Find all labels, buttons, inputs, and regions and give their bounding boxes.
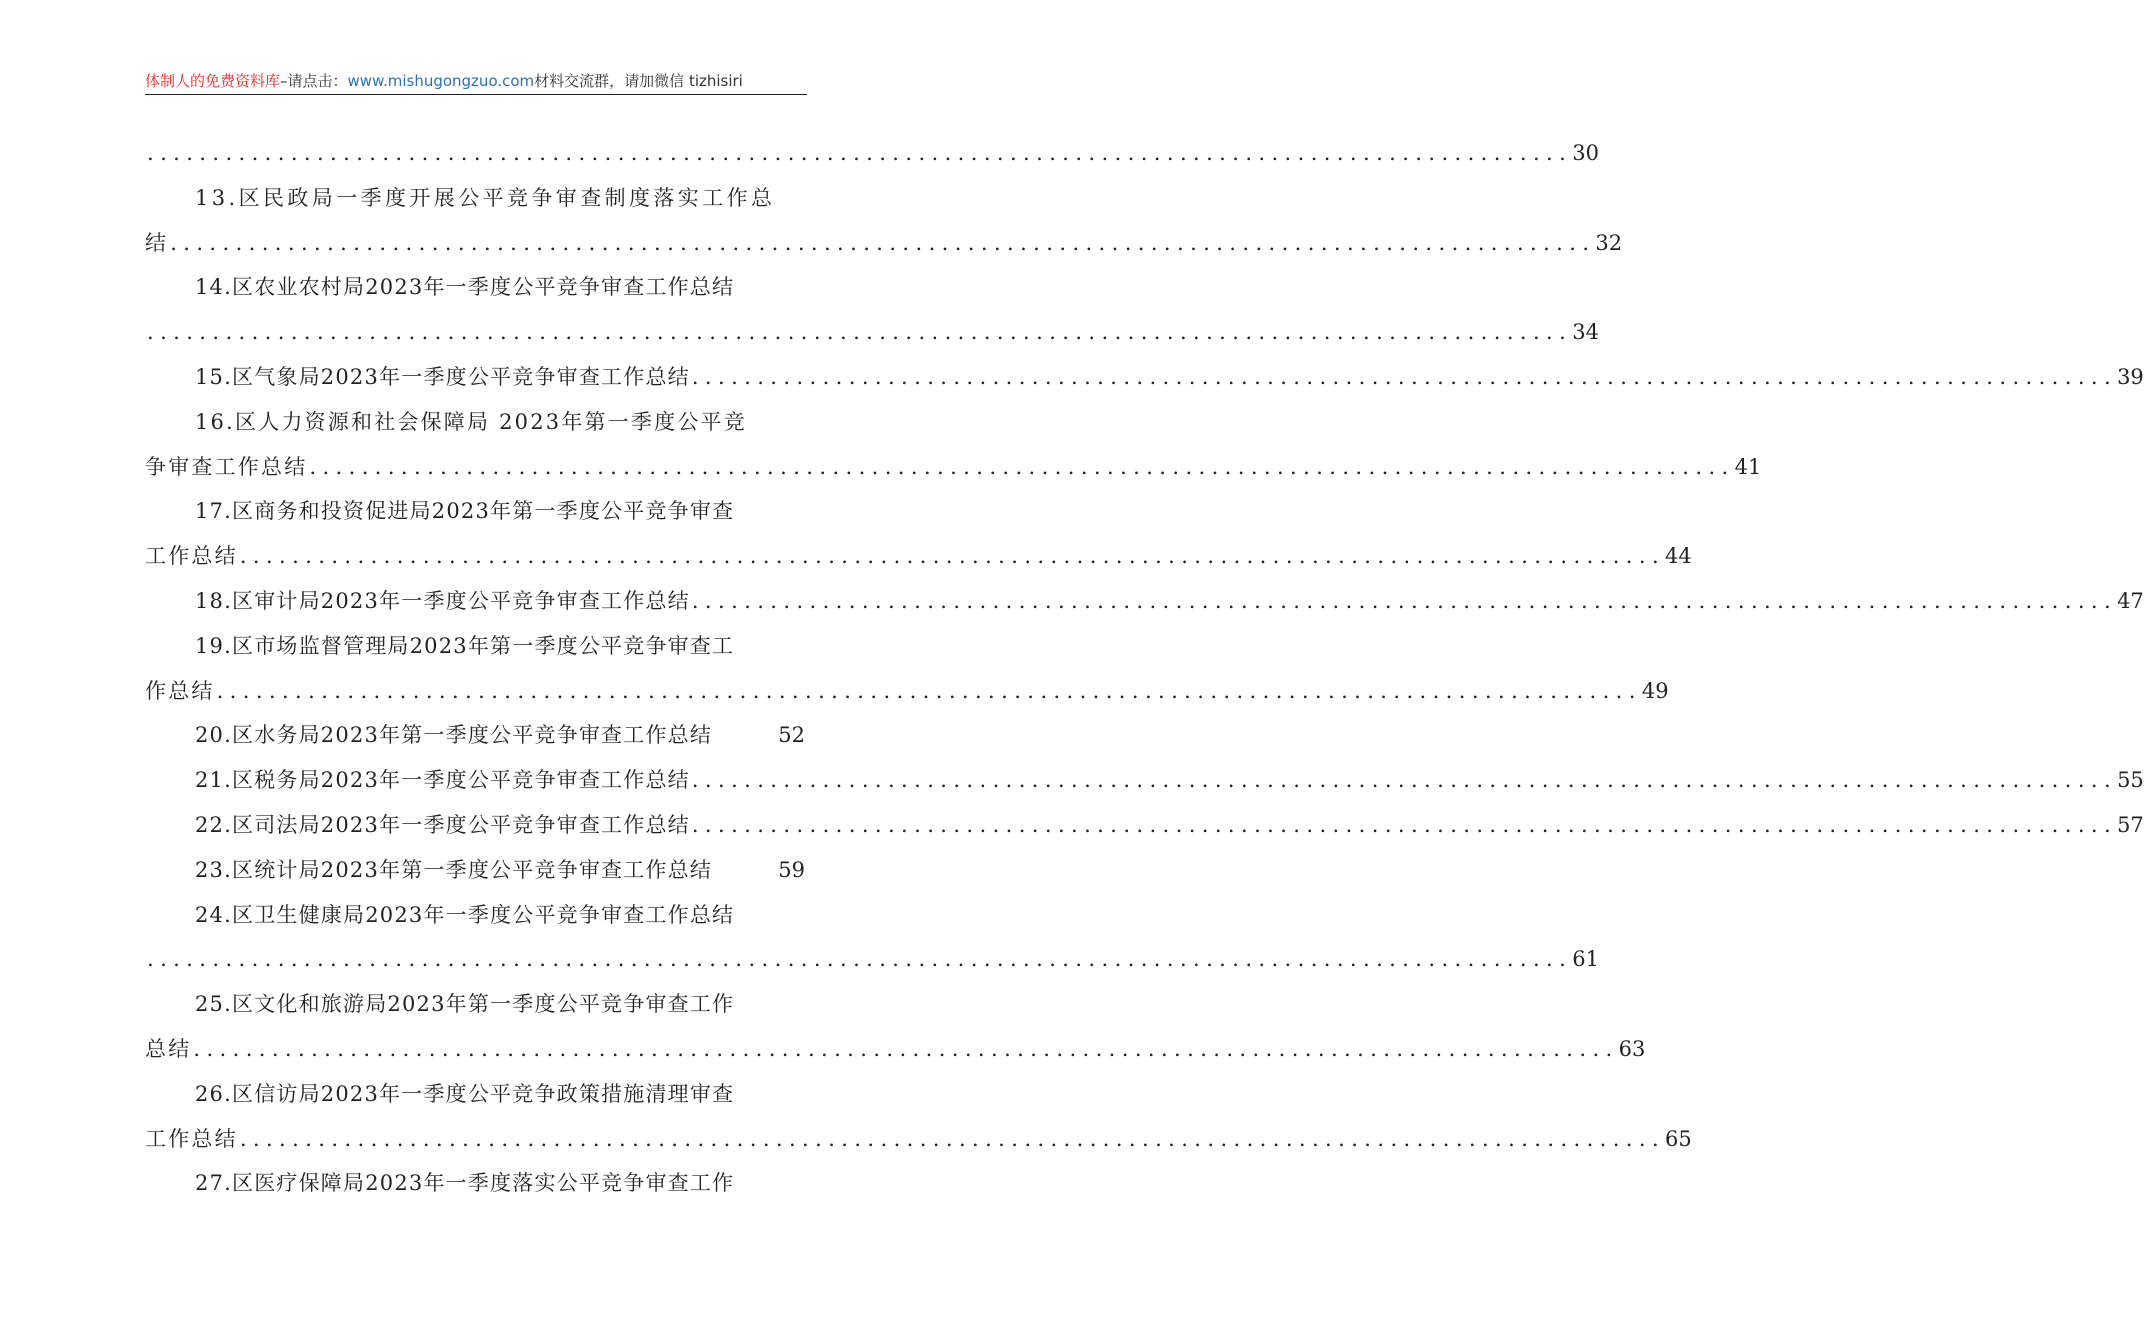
toc-entry-title: 22.区司法局2023年一季度公平竞争审查工作总结 [195,812,690,837]
toc-line[interactable] [145,893,805,938]
dot-leader: ............................................................................................................. [216,678,1642,703]
page-number: 59 [778,857,805,882]
toc-entry-title: 13.区民政局一季度开展公平竞争审查制度落实工作总 [195,185,776,210]
page-number: 41 [1734,454,1762,479]
toc-entry-title: 25.区文化和旅游局2023年第一季度公平竞争审查工作 [195,992,735,1017]
dot-leader: ............................................................................................................. [147,320,1573,345]
toc-entry-title: 27.区医疗保障局2023年一季度落实公平竞争审查工作 [195,1171,735,1196]
dot-leader: ............................................................................................................. [147,947,1573,972]
header-tail: 材料交流群，请加微信 tizhisiri [534,72,743,90]
toc-line[interactable] [145,489,805,534]
dot-leader: ............................................................................................................. [309,454,1735,479]
page-number: 34 [1572,320,1599,345]
toc-line[interactable] [145,265,805,310]
toc-line[interactable] [145,579,2144,624]
toc-entry-continuation: 结 [145,230,169,255]
page-number: 32 [1595,230,1623,255]
dot-leader: ............................................................................................................. [193,1036,1619,1061]
toc-line[interactable] [145,713,805,758]
toc-line[interactable] [145,400,805,445]
toc-line[interactable] [145,176,805,221]
toc-line[interactable] [145,1117,1692,1162]
toc-entry-title: 14.区农业农村局2023年一季度公平竞争审查工作总结 [195,275,735,300]
toc-line[interactable] [145,1072,805,1117]
dot-leader: ............................................................................................................. [170,230,1596,255]
toc-entry-title: 23.区统计局2023年第一季度公平竞争审查工作总结 [195,857,713,882]
page-number: 55 [2117,768,2144,793]
toc-line[interactable] [145,131,1599,176]
header-prompt: –请点击： [280,72,348,90]
page-number: 65 [1665,1126,1692,1151]
toc-entry-title: 18.区审计局2023年一季度公平竞争审查工作总结 [195,588,690,613]
page-number: 52 [778,723,805,748]
toc-line[interactable] [145,937,1599,982]
header-url-link[interactable]: www.mishugongzuo.com [347,72,535,90]
toc-line[interactable] [145,445,1762,490]
page-number: 44 [1665,544,1692,569]
toc-entry-continuation: 争审查工作总结 [145,454,308,479]
page-number: 57 [2117,812,2144,837]
page-header [145,70,807,95]
toc-entry-continuation: 作总结 [145,678,215,703]
dot-leader: ............................................................................................................. [691,768,2118,793]
dot-leader: ............................................................................................................. [239,1126,1666,1151]
page-number: 61 [1572,947,1599,972]
toc-entry-title: 21.区税务局2023年一季度公平竞争审查工作总结 [195,768,690,793]
dot-leader: ............................................................................................................. [691,812,2118,837]
toc-line[interactable] [145,310,1599,355]
toc-entry-title: 16.区人力资源和社会保障局 2023年第一季度公平竞 [195,409,747,434]
toc-line[interactable] [145,534,1692,579]
dot-leader: ............................................................................................................. [239,544,1666,569]
toc-entry-title: 20.区水务局2023年第一季度公平竞争审查工作总结 [195,723,713,748]
toc-line[interactable] [145,848,805,893]
toc-line[interactable] [145,624,805,669]
toc-line[interactable] [145,758,2144,803]
toc-entry-title: 26.区信访局2023年一季度公平竞争政策措施清理审查 [195,1081,735,1106]
page-number: 63 [1618,1036,1646,1061]
dot-leader: ............................................................................................................. [691,588,2118,613]
dot-leader: ............................................................................................................. [147,141,1573,165]
toc-entry-title: 17.区商务和投资促进局2023年第一季度公平竞争审查 [195,499,735,524]
toc-line[interactable] [145,803,2144,848]
toc-line[interactable] [145,221,1623,266]
toc-line[interactable] [145,982,805,1027]
toc-line[interactable] [145,355,2144,400]
toc-entry-title: 15.区气象局2023年一季度公平竞争审查工作总结 [195,364,690,389]
toc-line[interactable] [145,1161,805,1206]
page-number: 39 [2117,364,2144,389]
page-number: 47 [2117,588,2144,613]
dot-leader: ............................................................................................................. [691,364,2118,389]
page-number: 30 [1572,141,1599,165]
toc-line[interactable] [145,669,1669,714]
toc-entry-continuation: 工作总结 [145,544,238,569]
toc-entry-continuation: 工作总结 [145,1126,238,1151]
toc-entry-title: 24.区卫生健康局2023年一季度公平竞争审查工作总结 [195,902,735,927]
toc-entry-continuation: 总结 [145,1036,192,1061]
toc-line[interactable] [145,1027,1646,1072]
table-of-contents [145,131,2144,1206]
toc-entry-title: 19.区市场监督管理局2023年第一季度公平竞争审查工 [195,633,735,658]
header-brand: 体制人的免费资料库 [145,72,281,90]
page-number: 49 [1641,678,1669,703]
